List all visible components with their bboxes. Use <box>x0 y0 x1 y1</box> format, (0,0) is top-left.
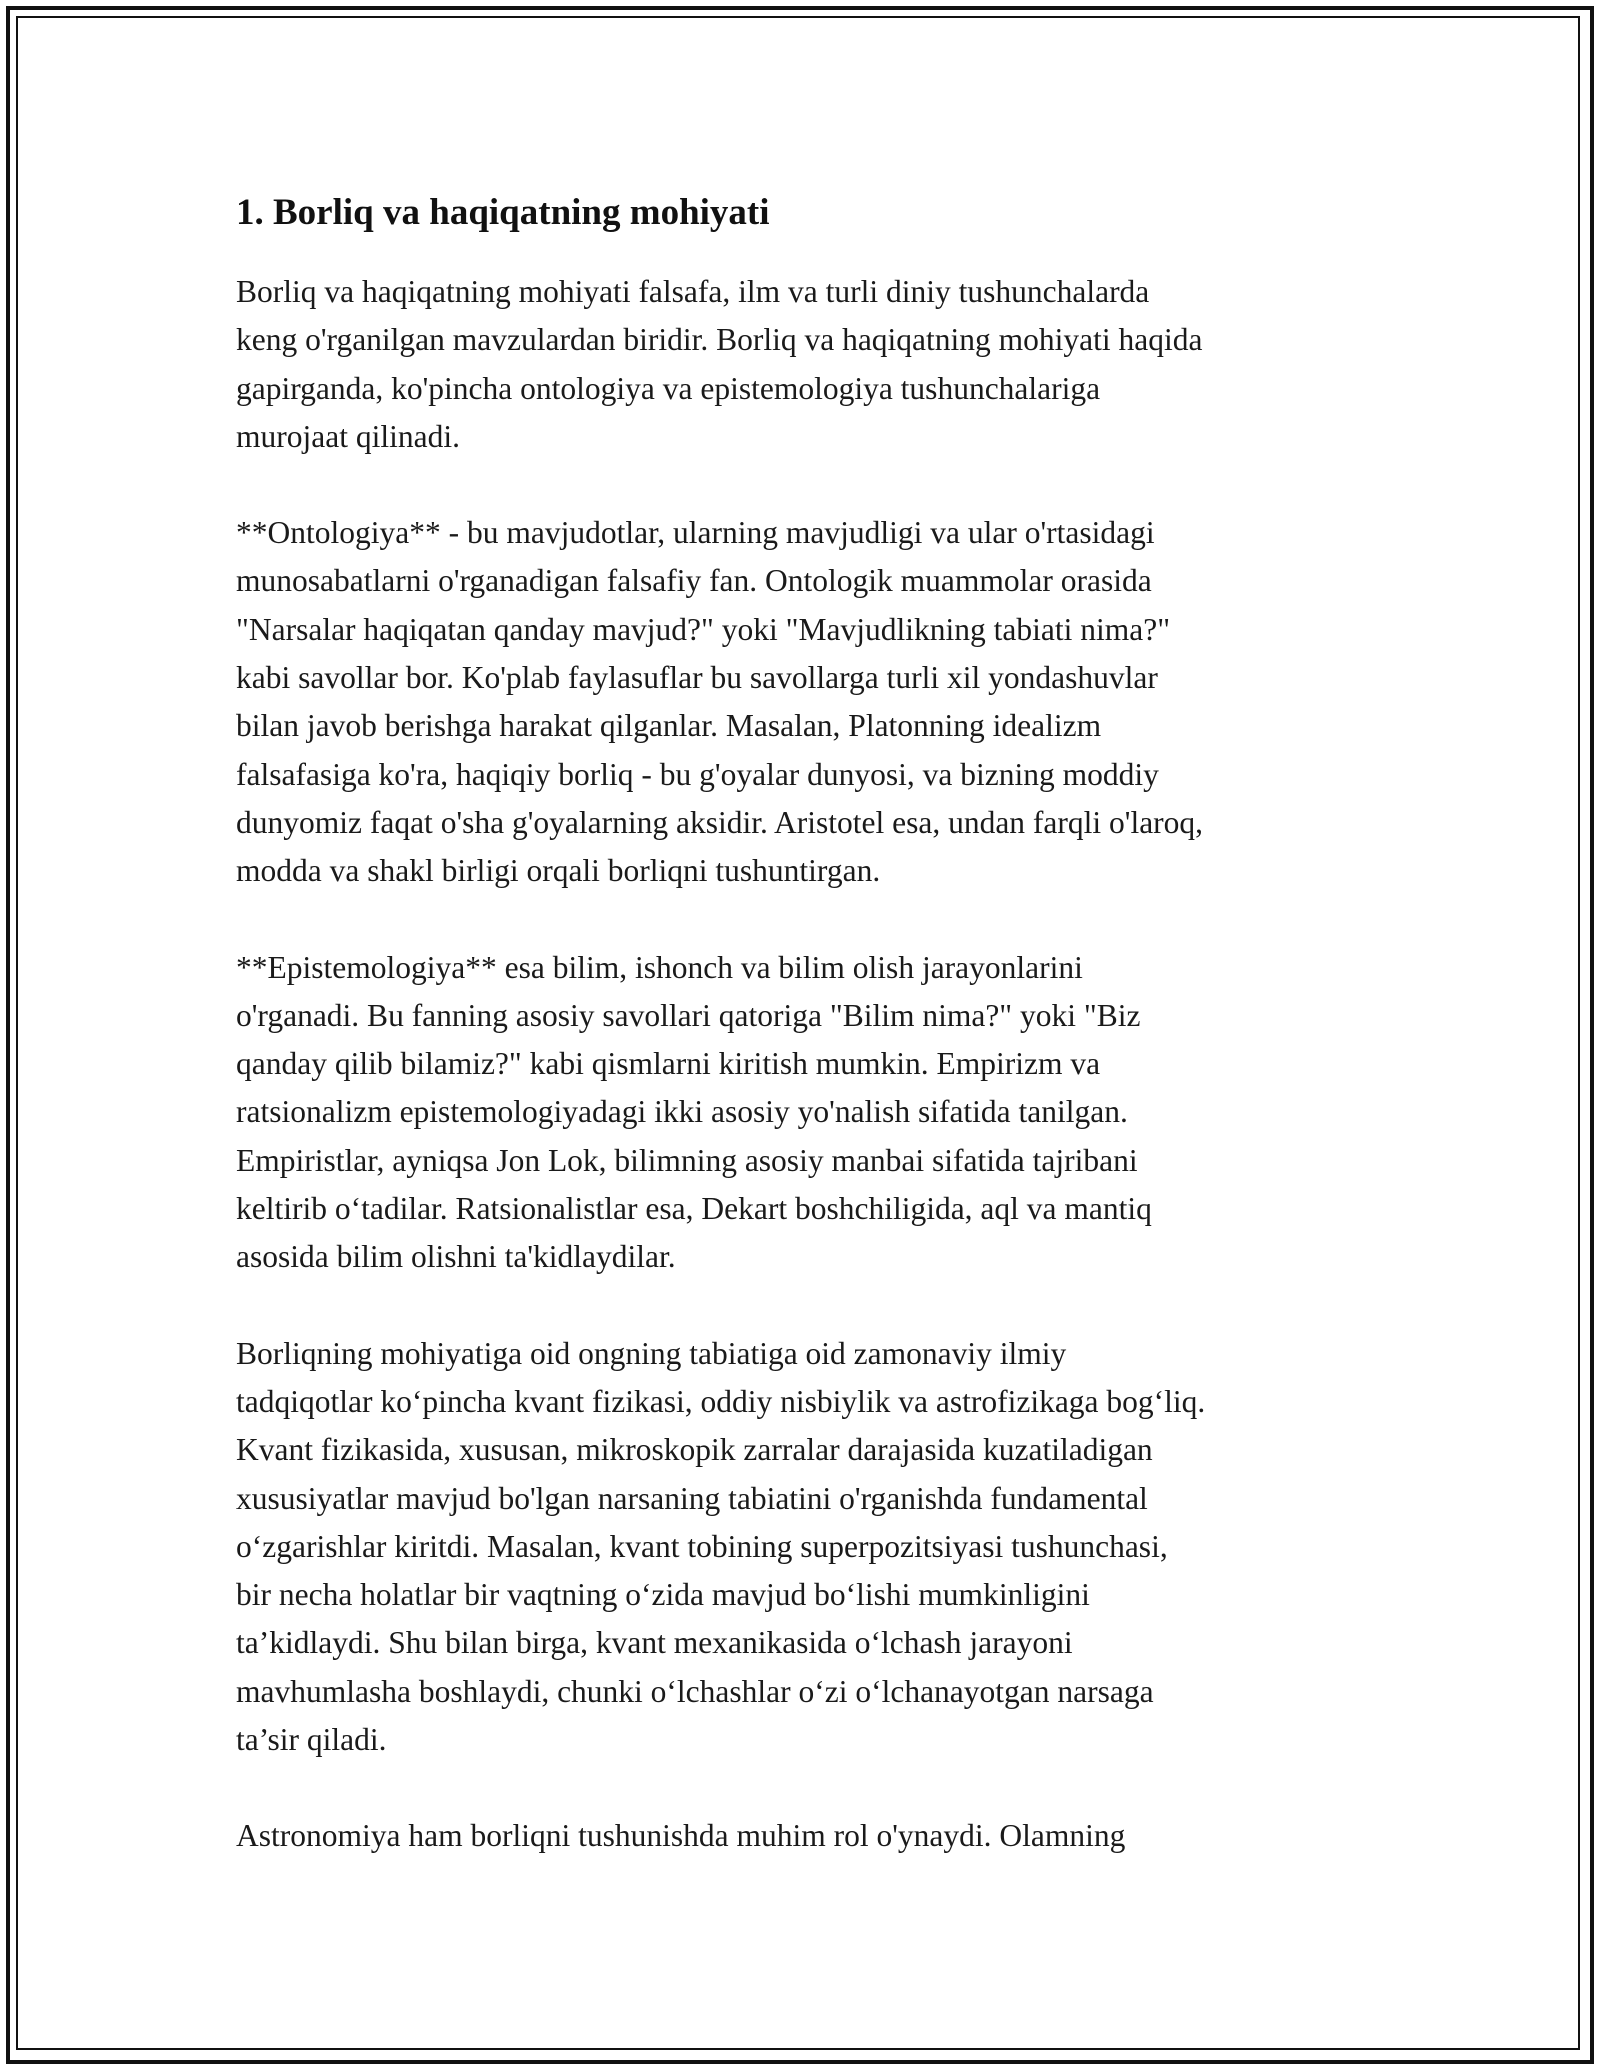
paragraph-ontology: **Ontologiya** - bu mavjudotlar, ularning mavjudligi va ular o'rtasidagi munosabatlarni o'rganadigan falsafiy fan. Ontologik muammolar orasida "Narsalar haqiqatan qanday mavjud?" yoki "Mavjudlikning tabiati nima?" kabi savollar bor. Ko'plab faylasuflar bu savollarga turli xil yondashuvlar bilan javob berishga harakat qilganlar. Masalan, Platonning idealizm falsafasiga ko'ra, haqiqiy borliq - bu g'oyalar dunyosi, va bizning moddiy dunyomiz faqat o'sha g'oyalarning aksidir. Aristotel esa, undan farqli o'laroq, modda va shakl birligi orqali borliqni tushuntirgan. <box>236 515 1204 889</box>
paragraph-intro: Borliq va haqiqatning mohiyati falsafa, ilm va turli diniy tushunchalarda keng o'rganilgan mavzulardan biridir. Borliq va haqiqatning mohiyati haqida gapirganda, ko'pincha ontologiya va epistemologiya tushunchalariga murojaat qilinadi. <box>236 274 1203 454</box>
paragraph-astronomy: Astronomiya ham borliqni tushunishda muhim rol o'ynaydi. Olamning <box>236 1818 1126 1854</box>
paragraph-epistemology: **Epistemologiya** esa bilim, ishonch va bilim olish jarayonlarini o'rganadi. Bu fanning asosiy savollari qatoriga "Bilim nima?" yoki "Biz qanday qilib bilamiz?" kabi qismlarni kiritish mumkin. Empirizm va ratsionalizm epistemologiyadagi ikki asosiy yo'nalish sifatida tanilgan. Empiristlar, ayniqsa Jon Lok, bilimning asosiy manbai sifatida tajribani keltirib o‘tadilar. Ratsionalistlar esa, Dekart boshchiligida, aql va mantiq asosida bilim olishni ta'kidlaydilar. <box>236 949 1152 1275</box>
paragraph-quantum: Borliqning mohiyatiga oid ongning tabiatiga oid zamonaviy ilmiy tadqiqotlar ko‘pincha kvant fizikasi, oddiy nisbiylik va astrofizikaga bog‘liq. Kvant fizikasida, xususan, mikroskopik zarralar darajasida kuzatiladigan xususiyatlar mavjud bo'lgan narsaning tabiatini o'rganishda fundamental o‘zgarishlar kiritdi. Masalan, kvant tobining superpozitsiyasi tushunchasi, bir necha holatlar bir vaqtning o‘zida mavjud bo‘lishi mumkinligini ta’kidlaydi. Shu bilan birga, kvant mexanikasida o‘lchash jarayoni mavhumlasha boshlaydi, chunki o‘lchashlar o‘zi o‘lchanayotgan narsaga ta’sir qiladi. <box>236 1335 1206 1758</box>
section-title: 1. Borliq va haqiqatning mohiyati <box>236 192 770 233</box>
document-body <box>236 188 1376 1909</box>
